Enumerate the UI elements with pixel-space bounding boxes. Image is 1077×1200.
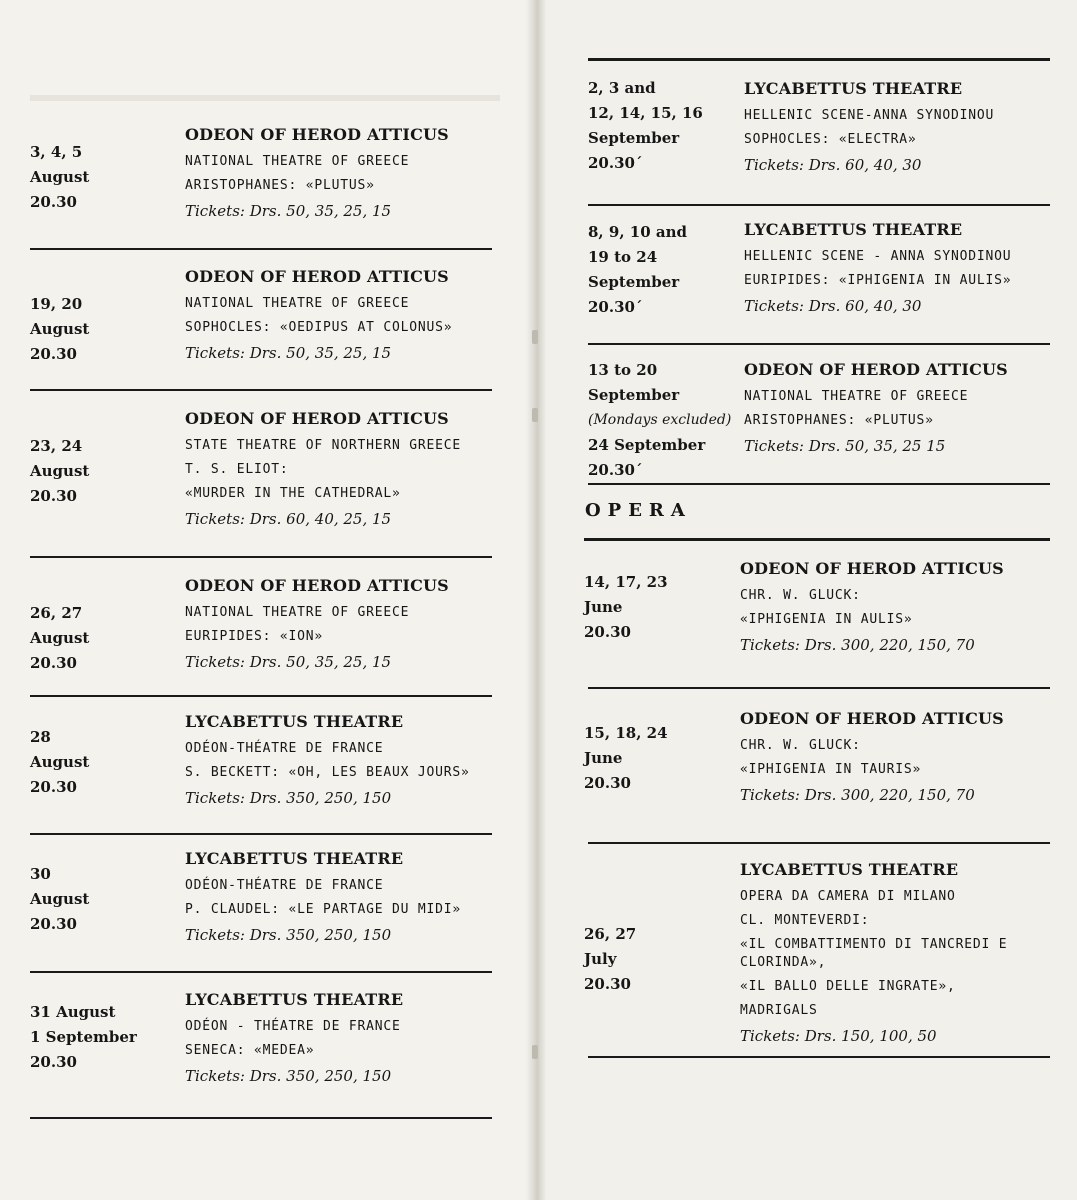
- date-line: July: [584, 950, 617, 968]
- venue-name: LYCABETTUS THEATRE: [185, 990, 404, 1009]
- date-line: 19 to 24: [588, 248, 658, 266]
- date-line: September: [588, 273, 680, 291]
- event-details: [185, 267, 515, 363]
- date-line: 20.30´: [588, 154, 643, 172]
- event-details: [744, 79, 1074, 175]
- date-line: 20.30: [30, 778, 77, 796]
- event-date: [584, 721, 734, 796]
- venue-name: LYCABETTUS THEATRE: [744, 220, 963, 239]
- ticket-prices: Tickets: Drs. 50, 35, 25 15: [744, 437, 946, 455]
- programme-line: «MURDER IN THE CATHEDRAL»: [185, 486, 401, 501]
- bleed-through-band: [30, 95, 500, 101]
- date-line: August: [30, 168, 90, 186]
- event-details: [744, 360, 1074, 456]
- event-details: [185, 576, 515, 672]
- venue-name: ODEON OF HEROD ATTICUS: [185, 576, 449, 595]
- event-date: [30, 1000, 180, 1075]
- date-line: 3, 4, 5: [30, 143, 83, 161]
- programme-line: ODÉON - THÉATRE DE FRANCE: [185, 1019, 401, 1034]
- staple-mark: [532, 1045, 538, 1059]
- staple-mark: [532, 408, 538, 422]
- section-divider: [30, 556, 492, 558]
- event-date: [30, 434, 180, 509]
- event-details: [185, 125, 515, 221]
- event-details: [185, 712, 515, 808]
- programme-line: «IL COMBATTIMENTO DI TANCREDI E CLORINDA»,: [740, 937, 1008, 970]
- page-gutter: [526, 0, 546, 1200]
- section-divider: [588, 343, 1050, 345]
- programme-line: «IL BALLO DELLE INGRATE»,: [740, 979, 956, 994]
- programme-line: NATIONAL THEATRE OF GREECE: [185, 154, 410, 169]
- section-divider: [588, 687, 1050, 689]
- ticket-prices: Tickets: Drs. 60, 40, 30: [744, 297, 922, 315]
- programme-line: «IPHIGENIA IN AULIS»: [740, 612, 913, 627]
- programme-line: NATIONAL THEATRE OF GREECE: [185, 605, 410, 620]
- venue-name: ODEON OF HEROD ATTICUS: [740, 559, 1004, 578]
- event-details: [740, 860, 1070, 1046]
- programme-line: P. CLAUDEL: «LE PARTAGE DU MIDI»: [185, 902, 462, 917]
- date-line: 15, 18, 24: [584, 724, 668, 742]
- programme-line: EURIPIDES: «IPHIGENIA IN AULIS»: [744, 273, 1012, 288]
- date-line: 23, 24: [30, 437, 83, 455]
- programme-line: S. BECKETT: «OH, LES BEAUX JOURS»: [185, 765, 470, 780]
- section-divider: [30, 971, 492, 973]
- programme-line: NATIONAL THEATRE OF GREECE: [185, 296, 410, 311]
- venue-name: LYCABETTUS THEATRE: [744, 79, 963, 98]
- date-line: (Mondays excluded): [588, 412, 732, 428]
- programme-line: NATIONAL THEATRE OF GREECE: [744, 389, 969, 404]
- date-line: August: [30, 462, 90, 480]
- ticket-prices: Tickets: Drs. 300, 220, 150, 70: [740, 786, 975, 804]
- ticket-prices: Tickets: Drs. 60, 40, 25, 15: [185, 510, 392, 528]
- date-line: June: [584, 598, 623, 616]
- date-line: 20.30: [584, 975, 631, 993]
- section-divider: [588, 58, 1050, 61]
- date-line: August: [30, 890, 90, 908]
- date-line: 20.30´: [588, 461, 643, 479]
- date-line: 24 September: [588, 436, 706, 454]
- event-date: [588, 220, 738, 320]
- event-date: [30, 725, 180, 800]
- ticket-prices: Tickets: Drs. 50, 35, 25, 15: [185, 344, 392, 362]
- date-line: September: [588, 129, 680, 147]
- section-divider: [30, 833, 492, 835]
- venue-name: ODEON OF HEROD ATTICUS: [185, 267, 449, 286]
- section-divider: [30, 1117, 492, 1119]
- date-line: August: [30, 753, 90, 771]
- venue-name: LYCABETTUS THEATRE: [740, 860, 959, 879]
- programme-line: MADRIGALS: [740, 1003, 818, 1018]
- date-line: 20.30: [30, 1053, 77, 1071]
- ticket-prices: Tickets: Drs. 50, 35, 25, 15: [185, 202, 392, 220]
- staple-mark: [532, 330, 538, 344]
- event-date: [584, 570, 734, 645]
- event-details: [740, 709, 1070, 805]
- programme-line: ODÉON-THÉATRE DE FRANCE: [185, 878, 384, 893]
- date-line: 28: [30, 728, 51, 746]
- date-line: 14, 17, 23: [584, 573, 668, 591]
- ticket-prices: Tickets: Drs. 350, 250, 150: [185, 926, 392, 944]
- programme-line: CHR. W. GLUCK:: [740, 738, 861, 753]
- venue-name: ODEON OF HEROD ATTICUS: [185, 409, 449, 428]
- date-line: 31 August: [30, 1003, 116, 1021]
- date-line: 26, 27: [30, 604, 83, 622]
- programme-line: HELLENIC SCENE - ANNA SYNODINOU: [744, 249, 1012, 264]
- venue-name: ODEON OF HEROD ATTICUS: [740, 709, 1004, 728]
- date-line: 20.30: [30, 654, 77, 672]
- programme-line: T. S. ELIOT:: [185, 462, 289, 477]
- event-date: [588, 358, 738, 483]
- date-line: 20.30: [30, 487, 77, 505]
- section-divider: [30, 389, 492, 391]
- programme-line: CL. MONTEVERDI:: [740, 913, 870, 928]
- venue-name: LYCABETTUS THEATRE: [185, 849, 404, 868]
- date-line: 20.30: [30, 915, 77, 933]
- ticket-prices: Tickets: Drs. 300, 220, 150, 70: [740, 636, 975, 654]
- venue-name: ODEON OF HEROD ATTICUS: [185, 125, 449, 144]
- programme-line: HELLENIC SCENE-ANNA SYNODINOU: [744, 108, 995, 123]
- event-details: [185, 849, 515, 945]
- date-line: June: [584, 749, 623, 767]
- date-line: 20.30: [584, 774, 631, 792]
- section-divider: [584, 538, 1050, 541]
- date-line: 1 September: [30, 1028, 137, 1046]
- section-divider: [30, 248, 492, 250]
- ticket-prices: Tickets: Drs. 150, 100, 50: [740, 1027, 937, 1045]
- date-line: 19, 20: [30, 295, 83, 313]
- section-divider: [588, 204, 1050, 206]
- opera-section-heading: OPERA: [585, 500, 692, 521]
- event-date: [30, 601, 180, 676]
- section-divider: [30, 695, 492, 697]
- date-line: 20.30: [30, 345, 77, 363]
- date-line: 20.30: [584, 623, 631, 641]
- programme-line: OPERA DA CAMERA DI MILANO: [740, 889, 956, 904]
- section-divider: [588, 483, 1050, 485]
- event-details: [744, 220, 1074, 316]
- programme-line: CHR. W. GLUCK:: [740, 588, 861, 603]
- event-date: [584, 922, 734, 997]
- section-divider: [588, 842, 1050, 844]
- event-date: [30, 862, 180, 937]
- date-line: September: [588, 386, 680, 404]
- date-line: August: [30, 320, 90, 338]
- date-line: 13 to 20: [588, 361, 658, 379]
- event-date: [30, 292, 180, 367]
- ticket-prices: Tickets: Drs. 60, 40, 30: [744, 156, 922, 174]
- programme-line: SENECA: «MEDEA»: [185, 1043, 315, 1058]
- programme-line: ODÉON-THÉATRE DE FRANCE: [185, 741, 384, 756]
- date-line: 20.30: [30, 193, 77, 211]
- programme-line: «IPHIGENIA IN TAURIS»: [740, 762, 922, 777]
- ticket-prices: Tickets: Drs. 350, 250, 150: [185, 789, 392, 807]
- event-date: [30, 140, 180, 215]
- date-line: 20.30´: [588, 298, 643, 316]
- ticket-prices: Tickets: Drs. 50, 35, 25, 15: [185, 653, 392, 671]
- ticket-prices: Tickets: Drs. 350, 250, 150: [185, 1067, 392, 1085]
- date-line: 12, 14, 15, 16: [588, 104, 703, 122]
- date-line: 26, 27: [584, 925, 637, 943]
- programme-line: STATE THEATRE OF NORTHERN GREECE: [185, 438, 462, 453]
- event-details: [185, 990, 515, 1086]
- programme-line: EURIPIDES: «ION»: [185, 629, 324, 644]
- event-details: [185, 409, 515, 529]
- event-details: [740, 559, 1070, 655]
- programme-line: ARISTOPHANES: «PLUTUS»: [185, 178, 375, 193]
- venue-name: ODEON OF HEROD ATTICUS: [744, 360, 1008, 379]
- programme-line: SOPHOCLES: «ELECTRA»: [744, 132, 917, 147]
- date-line: August: [30, 629, 90, 647]
- date-line: 8, 9, 10 and: [588, 223, 687, 241]
- date-line: 2, 3 and: [588, 79, 656, 97]
- event-date: [588, 76, 738, 176]
- programme-line: ARISTOPHANES: «PLUTUS»: [744, 413, 934, 428]
- date-line: 30: [30, 865, 51, 883]
- programme-line: SOPHOCLES: «OEDIPUS AT COLONUS»: [185, 320, 453, 335]
- section-divider: [588, 1056, 1050, 1058]
- venue-name: LYCABETTUS THEATRE: [185, 712, 404, 731]
